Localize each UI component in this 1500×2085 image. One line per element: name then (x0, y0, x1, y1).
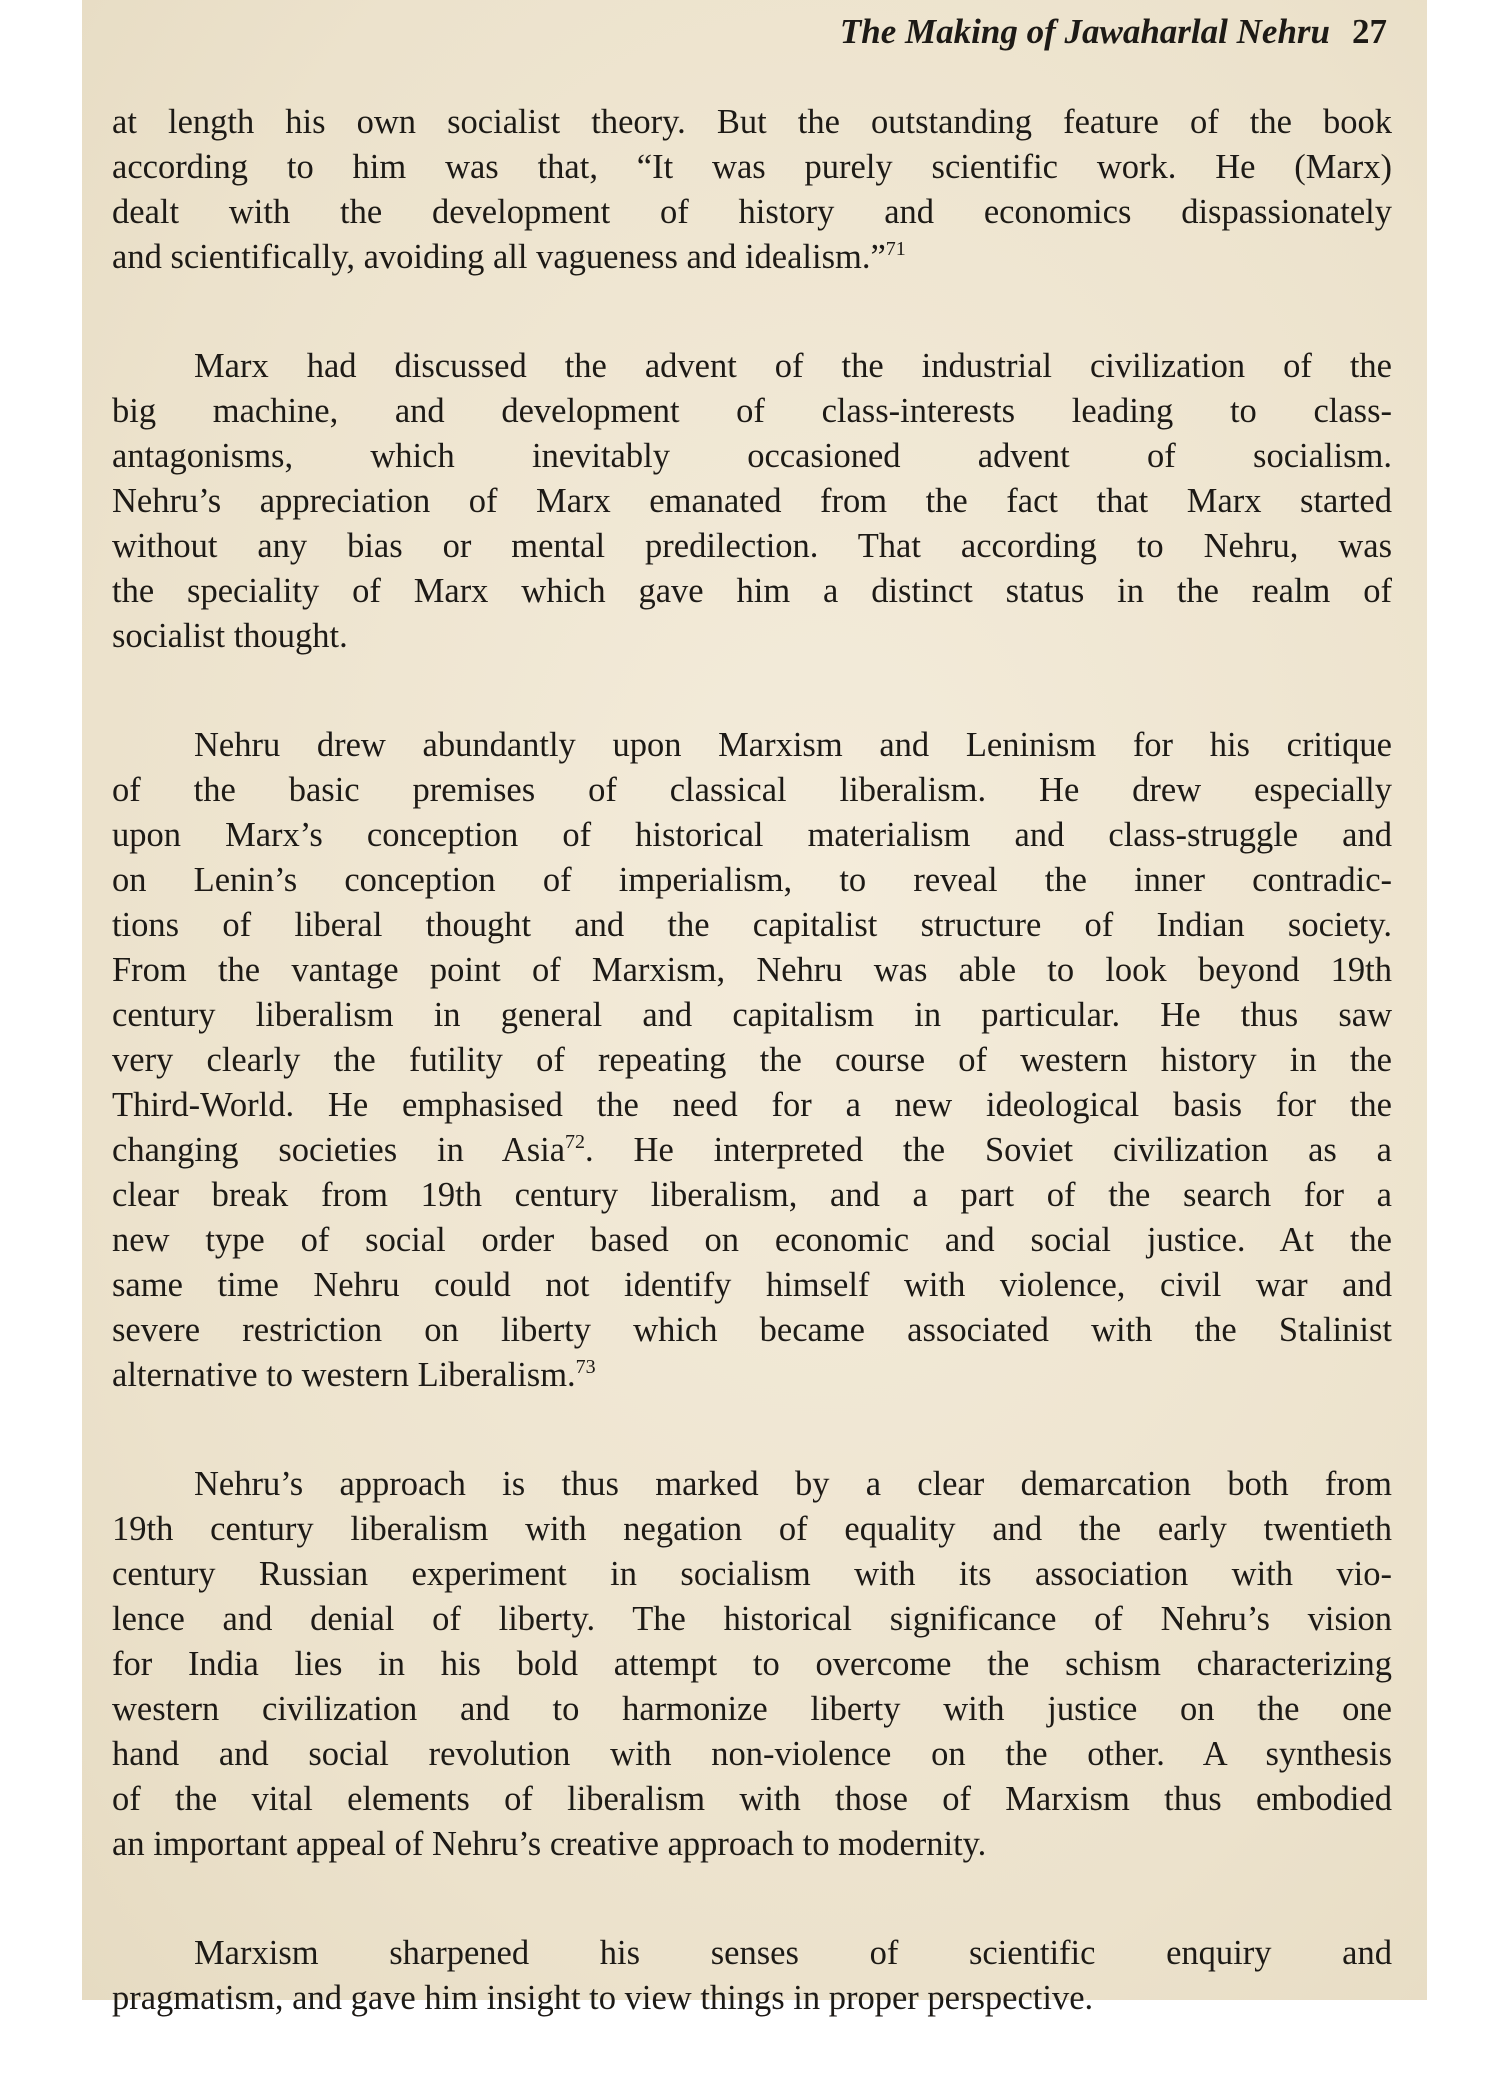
body-text (112, 100, 1392, 2085)
text-line: Nehru’s appreciation of Marx emanated from the fact that Marx started (112, 482, 1392, 520)
paragraph-1 (112, 100, 1392, 280)
text-line: antagonisms, which inevitably occasioned advent of socialism. (112, 437, 1392, 475)
footnote-ref: 73 (575, 1356, 596, 1378)
text-line: the speciality of Marx which gave him a distinct status in the realm of (112, 572, 1392, 610)
running-head (840, 12, 1387, 52)
text-line: western civilization and to harmonize liberty with justice on the one (112, 1690, 1392, 1728)
page-number: 27 (1352, 12, 1387, 51)
text-line (112, 1128, 1392, 1173)
text-line: for India lies in his bold attempt to overcome the schism characterizing (112, 1645, 1392, 1683)
text-span: and scientifically, avoiding all vagueness and idealism.” (112, 238, 886, 276)
text-line: without any bias or mental predilection. That according to Nehru, was (112, 527, 1392, 565)
text-line: according to him was that, “It was purely scientific work. He (Marx) (112, 148, 1392, 186)
text-line: clear break from 19th century liberalism, and a part of the search for a (112, 1176, 1392, 1214)
text-line: on Lenin’s conception of imperialism, to reveal the inner contradic- (112, 861, 1392, 899)
text-line: century liberalism in general and capitalism in particular. He thus saw (112, 996, 1392, 1034)
text-line: Nehru’s approach is thus marked by a clear demarcation both from (194, 1465, 1392, 1503)
text-line (112, 1353, 1392, 1398)
text-line: big machine, and development of class-interests leading to class- (112, 392, 1392, 430)
text-line: tions of liberal thought and the capitalist structure of Indian society. (112, 906, 1392, 944)
paragraph-4 (112, 1462, 1392, 1867)
text-span: changing societies in Asia (112, 1131, 566, 1169)
text-line: century Russian experiment in socialism with its association with vio- (112, 1555, 1392, 1593)
text-line: dealt with the development of history and economics dispassionately (112, 193, 1392, 231)
text-line: same time Nehru could not identify himself with violence, civil war and (112, 1266, 1392, 1304)
text-line: at length his own socialist theory. But the outstanding feature of the book (112, 103, 1392, 141)
text-line: pragmatism, and gave him insight to view things in proper perspective. (112, 1979, 1094, 2017)
text-line: hand and social revolution with non-violence on the other. A synthesis (112, 1735, 1392, 1773)
paragraph-2 (112, 344, 1392, 659)
text-line: From the vantage point of Marxism, Nehru was able to look beyond 19th (112, 951, 1392, 989)
text-span: . He interpreted the Soviet civilization as a (585, 1131, 1392, 1169)
text-line: Third-World. He emphasised the need for a new ideological basis for the (112, 1086, 1392, 1124)
text-line: of the basic premises of classical liberalism. He drew especially (112, 771, 1392, 809)
text-span: alternative to western Liberalism. (112, 1356, 576, 1394)
text-line (112, 235, 1392, 280)
footnote-ref: 71 (885, 238, 906, 260)
text-line: of the vital elements of liberalism with those of Marxism thus embodied (112, 1780, 1392, 1818)
text-line: an important appeal of Nehru’s creative approach to modernity. (112, 1825, 987, 1863)
text-line: very clearly the futility of repeating the course of western history in the (112, 1041, 1392, 1079)
text-line: Marx had discussed the advent of the industrial civilization of the (194, 347, 1392, 385)
text-line: upon Marx’s conception of historical materialism and class-struggle and (112, 816, 1392, 854)
text-line: lence and denial of liberty. The historical significance of Nehru’s vision (112, 1600, 1392, 1638)
footnote-ref: 72 (565, 1131, 586, 1153)
text-line: socialist thought. (112, 617, 348, 655)
text-line: Nehru drew abundantly upon Marxism and Leninism for his critique (194, 726, 1392, 764)
paragraph-5 (112, 1931, 1392, 2021)
text-line: severe restriction on liberty which became associated with the Stalinist (112, 1311, 1392, 1349)
running-head-title: The Making of Jawaharlal Nehru (839, 12, 1330, 51)
paragraph-3 (112, 723, 1392, 1398)
text-line: Marxism sharpened his senses of scientific enquiry and (194, 1934, 1392, 1972)
text-line: new type of social order based on economic and social justice. At the (112, 1221, 1392, 1259)
book-page (82, 0, 1427, 2017)
text-line: 19th century liberalism with negation of equality and the early twentieth (112, 1510, 1392, 1548)
